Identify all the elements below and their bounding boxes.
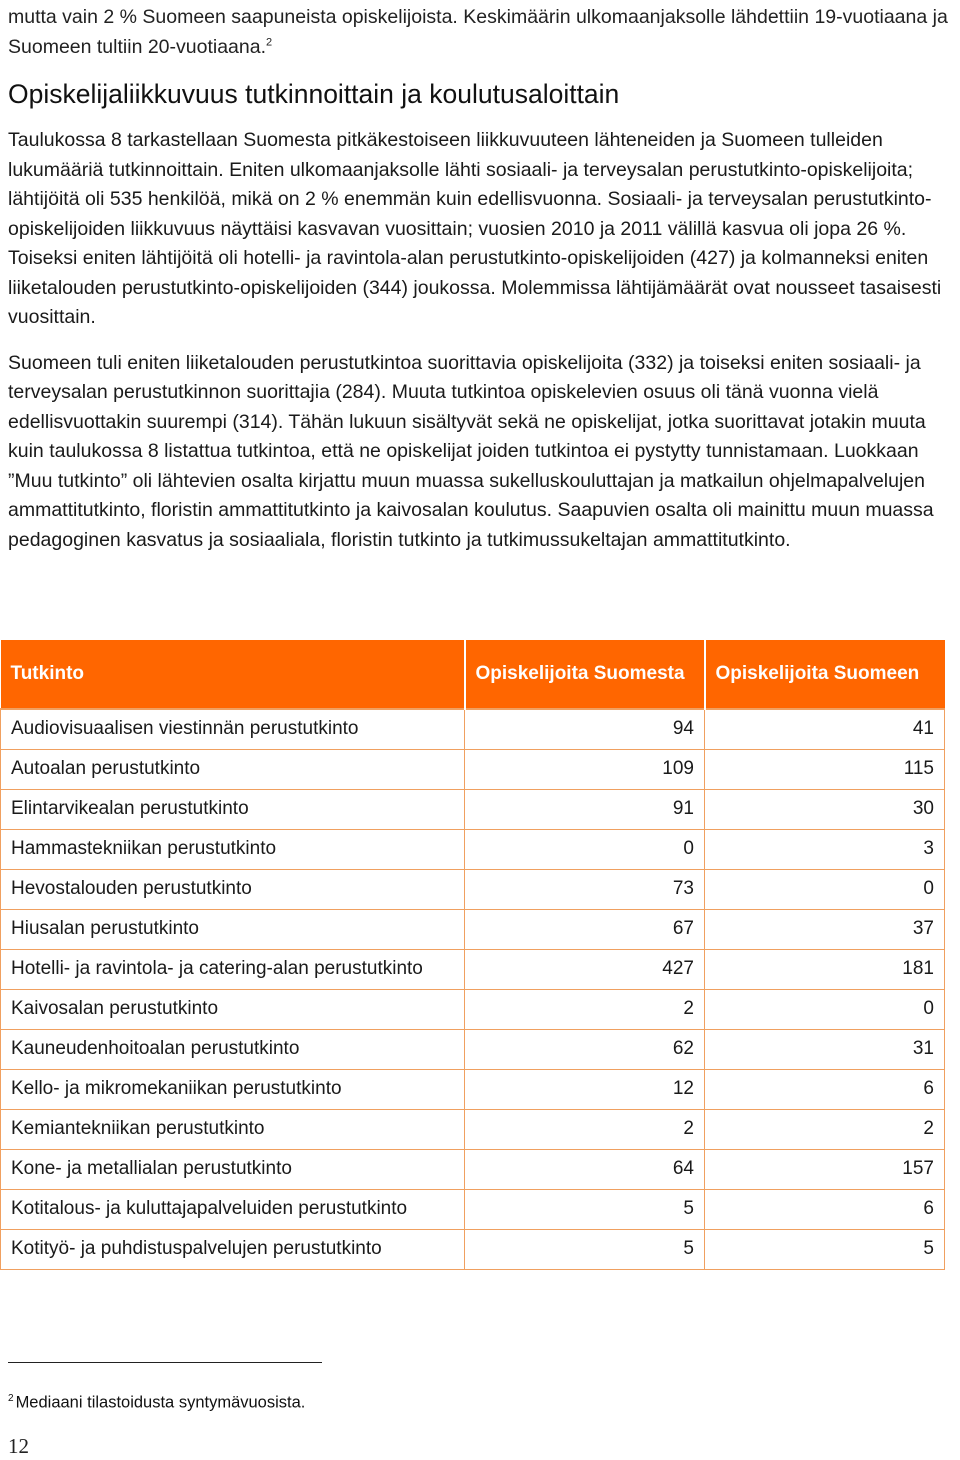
- cell-tutkinto: Audiovisuaalisen viestinnän perustutkinto: [1, 709, 465, 750]
- cell-tutkinto: Hotelli- ja ravintola- ja catering-alan perustutkinto: [1, 950, 465, 990]
- intro-text: [8, 0, 952, 62]
- cell-tutkinto: Autoalan perustutkinto: [1, 750, 465, 790]
- cell-to-finland: 37: [705, 910, 945, 950]
- table-row: [1, 830, 945, 870]
- body-paragraph-2: Suomeen tuli eniten liiketalouden perustutkintoa suorittavia opiskelijoita (332) ja toiseksi eniten sosiaali- ja terveysalan perustutkinnon suorittajia (284). Muuta tutkintoa opiskelevien osuus oli tänä vuonna vielä edellisvuottakin suurempi (314). Tähän lukuun sisältyvät sekä ne opiskelijat, jotka suorittavat jotakin muuta kuin taulukossa 8 listattua tutkintoa, että ne opiskelijat joiden tutkintoa ei pystytty tunnistamaan. Luokkaan ”Muu tutkinto” oli lähtevien osalta kirjattu muun muassa sukelluskouluttajan ja matkailun ohjelmapalvelujen ammattitutkinto, floristin ammattitutkinto ja kaivosalan koulutus. Saapuvien osalta oli mainittu muun muassa pedagoginen kasvatus ja sosiaaliala, floristin tutkinto ja tutkimussukeltajan ammattitutkinto.: [8, 351, 934, 551]
- cell-from-finland: 91: [465, 790, 705, 830]
- section-heading: Opiskelijaliikkuvuus tutkinnoittain ja koulutusaloittain: [8, 79, 620, 109]
- table-row: [1, 709, 945, 750]
- table-row: [1, 790, 945, 830]
- cell-to-finland: 2: [705, 1110, 945, 1150]
- table-row: [1, 750, 945, 790]
- cell-tutkinto: Kotitalous- ja kuluttajapalveluiden perustutkinto: [1, 1190, 465, 1230]
- table-row: [1, 1230, 945, 1270]
- cell-from-finland: 0: [465, 830, 705, 870]
- table-row: [1, 910, 945, 950]
- table-row: [1, 1110, 945, 1150]
- table-row: [1, 1030, 945, 1070]
- cell-tutkinto: Hiusalan perustutkinto: [1, 910, 465, 950]
- cell-tutkinto: Hammastekniikan perustutkinto: [1, 830, 465, 870]
- cell-from-finland: 5: [465, 1230, 705, 1270]
- table-row: [1, 950, 945, 990]
- document-page: [8, 0, 952, 555]
- cell-tutkinto: Kaivosalan perustutkinto: [1, 990, 465, 1030]
- cell-from-finland: 67: [465, 910, 705, 950]
- cell-from-finland: 94: [465, 709, 705, 750]
- header-tutkinto: Tutkinto: [1, 640, 465, 709]
- cell-from-finland: 73: [465, 870, 705, 910]
- cell-to-finland: 115: [705, 750, 945, 790]
- cell-tutkinto: Kauneudenhoitoalan perustutkinto: [1, 1030, 465, 1070]
- cell-to-finland: 6: [705, 1070, 945, 1110]
- footnote-reference[interactable]: 2: [266, 36, 273, 49]
- footnote-mark: 2: [8, 1393, 14, 1404]
- table-row: [1, 870, 945, 910]
- header-from-finland: Opiskelijoita Suomesta: [465, 640, 705, 709]
- header-to-finland: Opiskelijoita Suomeen: [705, 640, 945, 709]
- cell-to-finland: 31: [705, 1030, 945, 1070]
- footnote: [8, 1388, 305, 1414]
- cell-to-finland: 30: [705, 790, 945, 830]
- cell-tutkinto: Kello- ja mikromekaniikan perustutkinto: [1, 1070, 465, 1110]
- footnote-text: Mediaani tilastoidusta syntymävuosista.: [15, 1393, 306, 1412]
- cell-to-finland: 157: [705, 1150, 945, 1190]
- table-header-row: [1, 640, 945, 709]
- cell-from-finland: 5: [465, 1190, 705, 1230]
- cell-tutkinto: Kone- ja metallialan perustutkinto: [1, 1150, 465, 1190]
- cell-to-finland: 5: [705, 1230, 945, 1270]
- cell-from-finland: 2: [465, 1110, 705, 1150]
- cell-to-finland: 181: [705, 950, 945, 990]
- footnote-divider: [8, 1362, 322, 1363]
- degree-mobility-table: [0, 640, 945, 1270]
- body-paragraph-1: Taulukossa 8 tarkastellaan Suomesta pitkäkestoiseen liikkuvuuteen lähteneiden ja Suomeen tulleiden lukumääriä tutkinnoittain. Eniten ulkomaanjaksolle lähti sosiaali- ja terveysalan perustutkinto-opiskelijoita; lähtijöitä oli 535 henkilöä, mikä on 2 % enemmän kuin edellisvuonna. Sosiaali- ja terveysalan perustutkinto-opiskelijoiden liikkuvuus näyttäisi kasvavan vuosittain; vuosien 2010 ja 2011 välillä kasvua oli jopa 26 %. Toiseksi eniten lähtijöitä oli hotelli- ja ravintola-alan perustutkinto-opiskelijoiden (427) ja kolmanneksi eniten liiketalouden perustutkinto-opiskelijoiden (344) joukossa. Molemmissa lähtijämäärät ovat nousseet tasaisesti vuosittain.: [8, 129, 942, 328]
- cell-from-finland: 427: [465, 950, 705, 990]
- cell-tutkinto: Hevostalouden perustutkinto: [1, 870, 465, 910]
- cell-to-finland: 6: [705, 1190, 945, 1230]
- intro-sentence: mutta vain 2 % Suomeen saapuneista opiskelijoista. Keskimäärin ulkomaanjaksolle lähdettiin 19-vuotiaana ja Suomeen tultiin 20-vuotiaana.: [8, 6, 948, 58]
- table-row: [1, 1070, 945, 1110]
- cell-from-finland: 109: [465, 750, 705, 790]
- cell-to-finland: 41: [705, 709, 945, 750]
- cell-from-finland: 64: [465, 1150, 705, 1190]
- cell-to-finland: 3: [705, 830, 945, 870]
- table-row: [1, 1190, 945, 1230]
- table-body: [1, 709, 945, 1270]
- cell-tutkinto: Kotityö- ja puhdistuspalvelujen perustutkinto: [1, 1230, 465, 1270]
- page-number: 12: [8, 1434, 29, 1458]
- cell-tutkinto: Elintarvikealan perustutkinto: [1, 790, 465, 830]
- table-row: [1, 1150, 945, 1190]
- cell-to-finland: 0: [705, 990, 945, 1030]
- cell-from-finland: 62: [465, 1030, 705, 1070]
- cell-to-finland: 0: [705, 870, 945, 910]
- table-row: [1, 990, 945, 1030]
- cell-from-finland: 12: [465, 1070, 705, 1110]
- cell-from-finland: 2: [465, 990, 705, 1030]
- cell-tutkinto: Kemiantekniikan perustutkinto: [1, 1110, 465, 1150]
